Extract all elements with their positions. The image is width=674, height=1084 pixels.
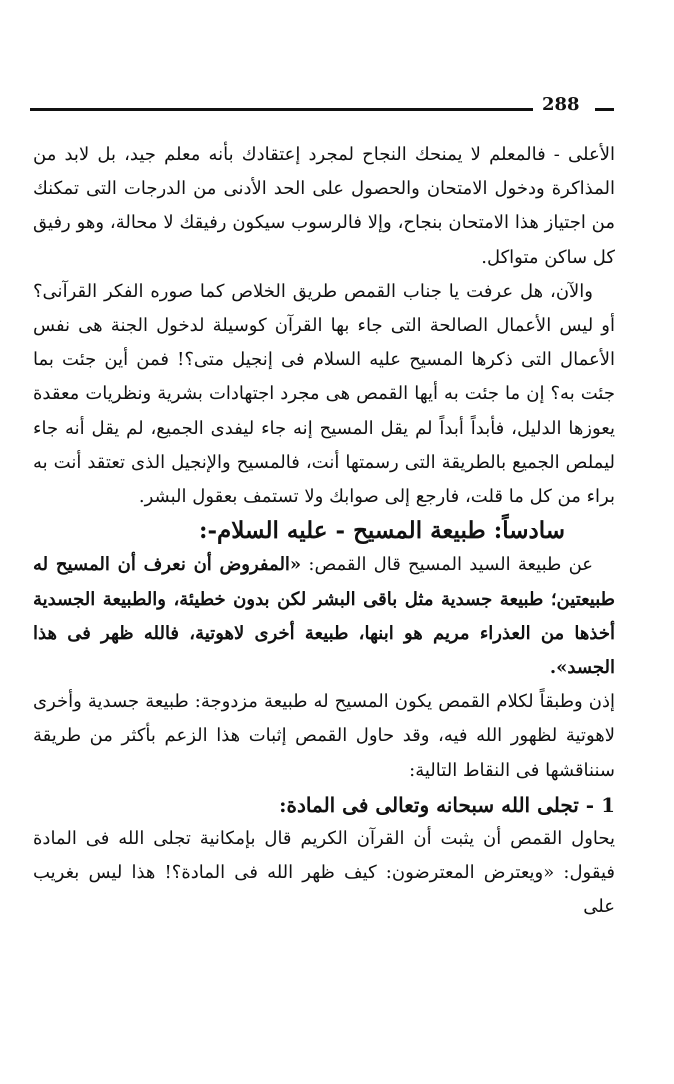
paragraph-3 <box>33 548 615 685</box>
paragraph-1: الأعلى - فالمعلم لا يمنحك النجاح لمجرد إعتقادك بأنه معلم جيد، بل لابد من المذاكرة ودخول الامتحان والحصول على الحد الأدنى من الدرجات التى تمكنك من اجتياز هذا الامتحان بنجاح، وإلا فالرسوب سيكون رفيقك لا محالة، وهو رفيق كل ساكن متواكل. <box>33 144 615 268</box>
paragraph-5: يحاول القمص أن يثبت أن القرآن الكريم قال بإمكانية تجلى الله فى المادة فيقول: «ويعترض المعترضون: كيف ظهر الله فى المادة؟! هذا ليس بغريب على <box>33 828 615 918</box>
header-rule-long <box>30 108 533 111</box>
header-rule-short <box>595 108 614 111</box>
paragraph-4: إذن وطبقاً لكلام القمص يكون المسيح له طبيعة مزدوجة: طبيعة جسدية وأخرى لاهوتية لظهور الله فيه، وقد حاول القمص إثبات هذا الزعم بأكثر من طريقة سنناقشها فى النقاط التالية: <box>33 691 615 781</box>
paragraph-3-intro: عن طبيعة السيد المسيح قال القمص: <box>301 554 594 576</box>
paragraph-3-quote: «المفروض أن نعرف أن المسيح له طبيعتين؛ طبيعة جسدية مثل باقى البشر لكن بدون خطيئة، والطبيعة الجسدية أخذها من العذراء مريم هو ابنها، طبيعة أخرى لاهوتية، فالله ظهر فى هذا الجسد». <box>33 554 615 679</box>
page-header <box>30 94 614 120</box>
page-number: 288 <box>542 94 580 115</box>
page-body <box>33 138 615 925</box>
section-heading: سادساً: طبيعة المسيح - عليه السلام-: <box>198 517 565 545</box>
paragraph-2: والآن، هل عرفت يا جناب القمص طريق الخلاص كما صوره الفكر القرآنى؟ أو ليس الأعمال الصالحة التى جاء بها القرآن كوسيلة لدخول الجنة هى نفس الأعمال التى ذكرها المسيح عليه السلام فى إنجيل متى؟! فمن أين جئت بما جئت به؟ إن ما جئت به أيها القمص هى مجرد اجتهادات بشرية ونظريات معقدة يعوزها الدليل، فأبداً أبداً لم يقل المسيح إنه جاء ليفدى الجميع، لم يقل أنه جاء ليملص الجميع بالطريقة التى رسمتها أنت، فالمسيح والإنجيل الذى تعتقد أنت به براء من كل ما قلت، فارجع إلى صوابك ولا تستمف بعقول البشر. <box>33 280 615 508</box>
sub-heading: 1 - تجلى الله سبحانه وتعالى فى المادة: <box>279 792 615 817</box>
